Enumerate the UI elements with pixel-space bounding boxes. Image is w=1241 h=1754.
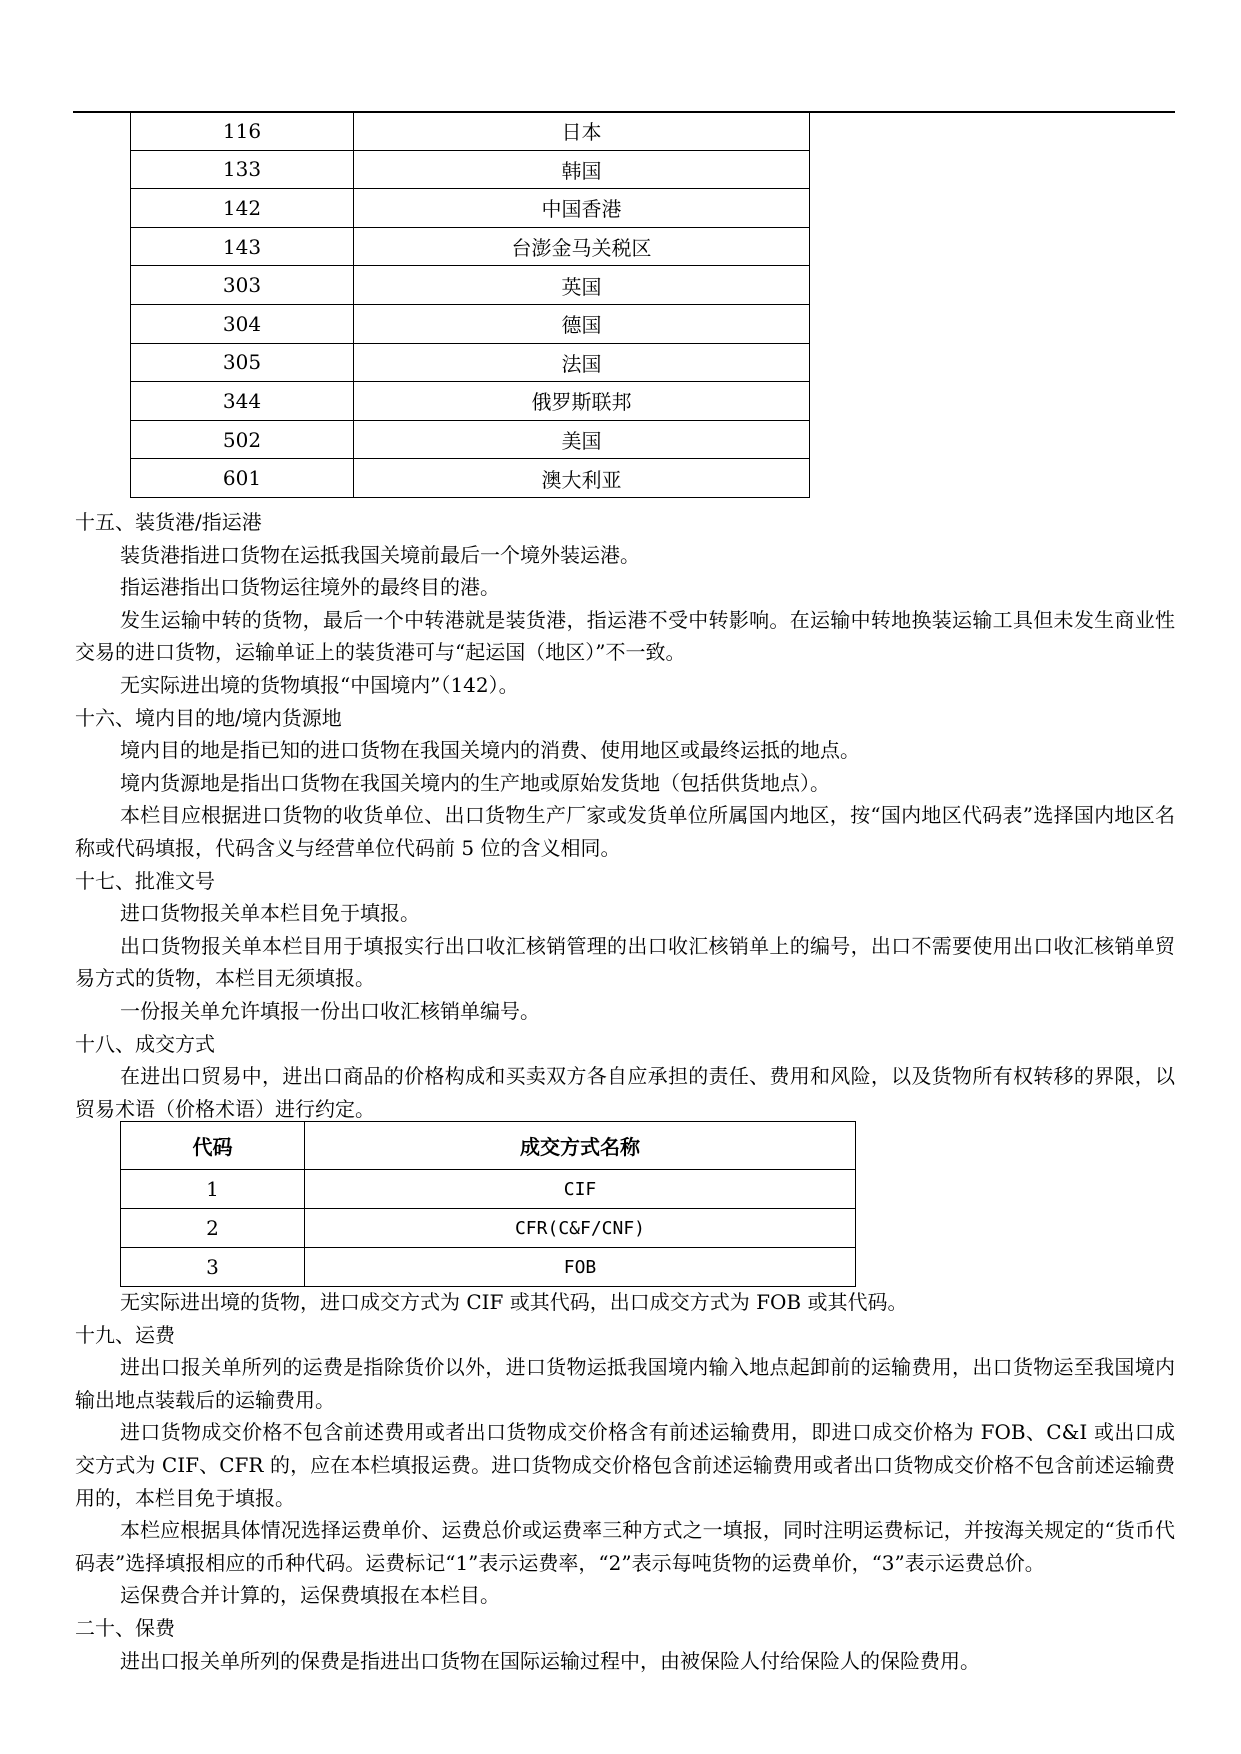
- country-code-table: [130, 111, 810, 498]
- section15-p1: 装货港指进口货物在运抵我国关境前最后一个境外装运港。: [120, 542, 640, 567]
- section18-note: 无实际进出境的货物，进口成交方式为 CIF 或其代码，出口成交方式为 FOB 或其代码。: [120, 1290, 908, 1314]
- table-row: [131, 227, 810, 266]
- country-code: 601: [131, 459, 354, 498]
- section19-p2: 进口货物成交价格不包含前述费用或者出口货物成交价格含有前述运输费用，即进口成交价格为 FOB、C&I 或出口成交方式为 CIF、CFR 的，应在本栏填报运费。进口货物成交价格包含前述运输费用或者出口货物成交价格不包含前述运输费用的，本栏目免于填报。: [75, 1420, 1175, 1510]
- table-row: [131, 420, 810, 459]
- section15-p3: 发生运输中转的货物，最后一个中转港就是装货港，指运港不受中转影响。在运输中转地换装运输工具但未发生商业性交易的进口货物，运输单证上的装货港可与“起运国（地区）”不一致。: [75, 607, 1175, 665]
- country-code: 142: [131, 189, 354, 228]
- method-name: FOB: [305, 1248, 856, 1287]
- method-name: CIF: [305, 1170, 856, 1209]
- table-row: [121, 1248, 856, 1287]
- table-row: [131, 150, 810, 189]
- section16-p3: 本栏目应根据进口货物的收货单位、出口货物生产厂家或发货单位所属国内地区，按“国内地区代码表”选择国内地区名称或代码填报，代码含义与经营单位代码前 5 位的含义相同。: [75, 803, 1175, 860]
- section16-heading: 十六、境内目的地/境内货源地: [75, 705, 342, 730]
- header-name: 成交方式名称: [305, 1122, 856, 1170]
- section17-heading: 十七、批准文号: [75, 868, 215, 893]
- method-code: 1: [121, 1170, 305, 1209]
- section19-p4: 运保费合并计算的，运保费填报在本栏目。: [120, 1583, 500, 1608]
- section17-p2: 出口货物报关单本栏目用于填报实行出口收汇核销管理的出口收汇核销单上的编号，出口不需要使用出口收汇核销单贸易方式的货物，本栏目无须填报。: [75, 933, 1175, 991]
- method-code: 3: [121, 1248, 305, 1287]
- header-code: 代码: [121, 1122, 305, 1170]
- table-row: [131, 112, 810, 151]
- table-row: [131, 189, 810, 228]
- table-header-row: [121, 1122, 856, 1170]
- country-name: 英国: [354, 266, 810, 305]
- table-row: [131, 382, 810, 421]
- table-row: [131, 343, 810, 382]
- country-code: 303: [131, 266, 354, 305]
- country-name: 澳大利亚: [354, 459, 810, 498]
- country-name: 中国香港: [354, 189, 810, 228]
- method-name: CFR(C&F/CNF): [305, 1209, 856, 1248]
- section20-p1: 进出口报关单所列的保费是指进出口货物在国际运输过程中，由被保险人付给保险人的保险费用。: [120, 1648, 980, 1673]
- country-code: 305: [131, 343, 354, 382]
- section19-heading: 十九、运费: [75, 1322, 175, 1347]
- section18-p1: 在进出口贸易中，进出口商品的价格构成和买卖双方各自应承担的责任、费用和风险，以及货物所有权转移的界限，以贸易术语（价格术语）进行约定。: [75, 1064, 1175, 1121]
- country-name: 法国: [354, 343, 810, 382]
- country-name: 俄罗斯联邦: [354, 382, 810, 421]
- section16-p1: 境内目的地是指已知的进口货物在我国关境内的消费、使用地区或最终运抵的地点。: [120, 738, 860, 763]
- section15-p2: 指运港指出口货物运往境外的最终目的港。: [120, 575, 500, 600]
- section15-p4: 无实际进出境的货物填报“中国境内”（142）。: [120, 672, 519, 697]
- section15-heading: 十五、装货港/指运港: [75, 510, 262, 534]
- country-name: 日本: [354, 112, 810, 151]
- transaction-method-table: [120, 1121, 856, 1287]
- country-name: 美国: [354, 420, 810, 459]
- country-code: 116: [131, 112, 354, 151]
- country-code: 304: [131, 304, 354, 343]
- table-row: [131, 266, 810, 305]
- section19-p3: 本栏应根据具体情况选择运费单价、运费总价或运费率三种方式之一填报，同时注明运费标记，并按海关规定的“货币代码表”选择填报相应的币种代码。运费标记“1”表示运费率，“2”表示每吨货物的运费单价，“3”表示运费总价。: [75, 1518, 1175, 1575]
- body-text-upper: [75, 506, 1175, 1125]
- method-code: 2: [121, 1209, 305, 1248]
- section16-p2: 境内货源地是指出口货物在我国关境内的生产地或原始发货地（包括供货地点）。: [120, 770, 830, 795]
- table-row: [121, 1209, 856, 1248]
- section17-p3: 一份报关单允许填报一份出口收汇核销单编号。: [120, 998, 540, 1023]
- country-code: 133: [131, 150, 354, 189]
- section18-heading: 十八、成交方式: [75, 1031, 215, 1056]
- table-row: [121, 1170, 856, 1209]
- country-code: 344: [131, 382, 354, 421]
- country-name: 台澎金马关税区: [354, 227, 810, 266]
- country-code: 143: [131, 227, 354, 266]
- country-name: 德国: [354, 304, 810, 343]
- country-code: 502: [131, 420, 354, 459]
- section20-heading: 二十、保费: [75, 1615, 175, 1640]
- table-row: [131, 459, 810, 498]
- table-row: [131, 304, 810, 343]
- country-name: 韩国: [354, 150, 810, 189]
- section17-p1: 进口货物报关单本栏目免于填报。: [120, 901, 420, 926]
- section19-p1: 进出口报关单所列的运费是指除货价以外，进口货物运抵我国境内输入地点起卸前的运输费用，出口货物运至我国境内输出地点装载后的运输费用。: [75, 1355, 1175, 1412]
- body-text-lower: [75, 1286, 1175, 1677]
